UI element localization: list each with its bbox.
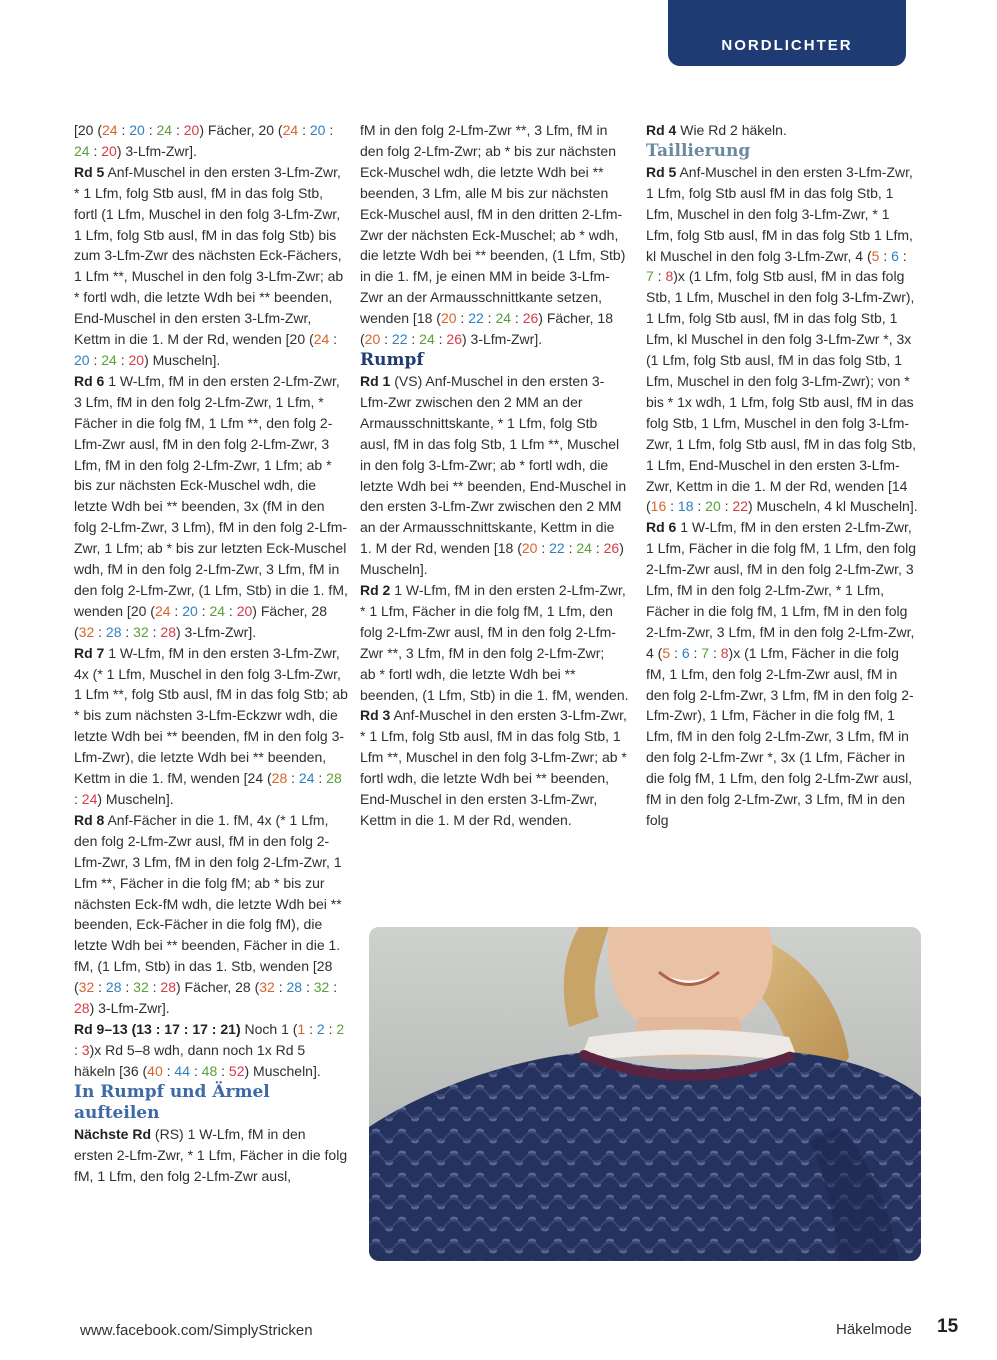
- round-label: Rd 2: [360, 582, 391, 599]
- paragraph: Rd 5 Anf-Muschel in den ersten 3-Lfm-Zwr, * 1 Lfm, folg Stb ausl, fM in das folg Stb, fortl (1 Lfm, Muschel in den folg 3-Lfm-Zwr, 1 Lfm, folg Stb ausl, fM in das folg Stb) bis zum 3-Lfm-Zwr des nächsten Eck-Fächers, 1 Lfm **, Muschel in den folg 3-Lfm-Zwr; ab * fortl wdh, die letzte Wdh bei ** beenden, End-Muschel in den ersten 3-Lfm-Zwr, Kettm in die 1. M der Rd, wenden [20 (24 : 20 : 24 : 20) Muscheln].: [74, 163, 344, 368]
- paragraph: Rd 9–13 (13 : 17 : 17 : 21) Noch 1 (1 : 2 : 2 : 3)x Rd 5–8 wdh, dann noch 1x Rd 5 häkeln [36 (40 : 44 : 48 : 52) Muscheln].: [74, 1020, 345, 1079]
- paragraph: Rd 7 1 W-Lfm, fM in den ersten 3-Lfm-Zwr, 4x (* 1 Lfm, Muschel in den folg 3-Lfm-Zwr, 1 Lfm **, folg Stb ausl, fM in das folg Stb; ab * bis zum nächsten 3-Lfm-Eckzwr wdh, die letzte Wdh bei ** beenden, fM in den folg 3-Lfm-Zwr), die letzte Wdh bei ** beenden, Kettm in die 1. fM, wenden [24 (28 : 24 : 28 : 24) Muscheln].: [74, 644, 348, 807]
- paragraph: fM in den folg 2-Lfm-Zwr **, 3 Lfm, fM in den folg 2-Lfm-Zwr; ab * bis zur nächsten Eck-Muschel wdh, die letzte Wdh bei ** beenden, 3 Lfm, alle M bis zur nächsten Eck-Muschel ausl, fM in den dritten 2-Lfm-Zwr der nächsten Eck-Muschel; ab * wdh, die letzte Wdh bei ** beenden, (1 Lfm, Stb) in die 1. fM, je einen MM in beide 3-Lfm-Zwr an der Armausschnittkante setzen, wenden [18 (20 : 22 : 24 : 26) Fächer, 18 (20 : 22 : 24 : 26) 3-Lfm-Zwr].: [360, 122, 626, 348]
- column-2: [360, 120, 630, 831]
- sweater-photo-illustration: [369, 927, 921, 1261]
- paragraph: Rd 2 1 W-Lfm, fM in den ersten 2-Lfm-Zwr, * 1 Lfm, Fächer in die folg fM, 1 Lfm, den folg 2-Lfm-Zwr ausl, fM in den folg 2-Lfm-Zwr **, 3 Lfm, fM in den folg 2-Lfm-Zwr; ab * fortl wdh, die letzte Wdh bei ** beenden, (1 Lfm, Stb) in die 1. fM, wenden.: [360, 582, 629, 703]
- round-label: Rd 1: [360, 372, 391, 389]
- paragraph: Nächste Rd (RS) 1 W-Lfm, fM in den ersten 2-Lfm-Zwr, * 1 Lfm, Fächer in die folg fM, 1 Lfm, den folg 2-Lfm-Zwr ausl,: [74, 1125, 348, 1184]
- sweater-photo: [369, 927, 921, 1261]
- round-label: Rd 6: [74, 372, 105, 389]
- section-heading: Taillierung: [646, 140, 751, 161]
- paragraph: Rd 6 1 W-Lfm, fM in den ersten 2-Lfm-Zwr, 3 Lfm, fM in den folg 2-Lfm-Zwr, 1 Lfm, * Fächer in die folg fM, 1 Lfm **, den folg 2-Lfm-Zwr ausl, fM in den folg 2-Lfm-Zwr, 3 Lfm, fM in den folg 2-Lfm-Zwr, 1 Lfm; ab * bis zur nächsten Eck-Muschel wdh, die letzte Wdh bei ** beenden, 3x (fM in den folg 2-Lfm-Zwr, 3 Lfm), fM in den folg 2-Lfm-Zwr, 1 Lfm; ab * bis zur letzten Eck-Muschel wdh, fM in den folg 2-Lfm-Zwr, 3 Lfm, fM in den folg 2-Lfm-Zwr, (1 Lfm, Stb) in die 1. fM, wenden [20 (24 : 20 : 24 : 20) Fächer, 28 (32 : 28 : 32 : 28) 3-Lfm-Zwr].: [74, 372, 348, 640]
- paragraph: Rd 6 1 W-Lfm, fM in den ersten 2-Lfm-Zwr, 1 Lfm, Fächer in die folg fM, 1 Lfm, den folg 2-Lfm-Zwr ausl, fM in den folg 2-Lfm-Zwr, 3 Lfm, fM in den folg 2-Lfm-Zwr, * 1 Lfm, Fächer in die folg fM, 1 Lfm, fM in den folg 2-Lfm-Zwr, 3 Lfm, fM in den folg 2-Lfm-Zwr, 4 (5 : 6 : 7 : 8)x (1 Lfm, Fächer in die folg fM, 1 Lfm, den folg 2-Lfm-Zwr ausl, fM in den folg 2-Lfm-Zwr, 3 Lfm, fM in den folg 2-Lfm-Zwr), 1 Lfm, Fächer in die folg fM, 1 Lfm, fM in den folg 2-Lfm-Zwr, 3 Lfm, fM in den folg 2-Lfm-Zwr *, 3x (1 Lfm, Fächer in die folg fM, 1 Lfm, den folg 2-Lfm-Zwr ausl, fM in den folg 2-Lfm-Zwr, 3 Lfm, fM in den folg: [646, 519, 917, 828]
- round-label: Rd 5: [646, 163, 677, 180]
- round-label: Rd 8: [74, 811, 105, 828]
- column-3: [646, 120, 918, 831]
- round-label: Rd 6: [646, 519, 677, 536]
- round-label: Rd 5: [74, 163, 105, 180]
- section-heading: In Rumpf und Ärmel aufteilen: [74, 1081, 270, 1123]
- round-label: Rd 7: [74, 644, 105, 661]
- footer-url: www.facebook.com/SimplyStricken: [80, 1322, 313, 1339]
- section-label: NORDLICHTER: [721, 37, 853, 54]
- round-label: Rd 3: [360, 707, 391, 724]
- paragraph: Rd 4 Wie Rd 2 häkeln.: [646, 122, 787, 138]
- paragraph: [20 (24 : 20 : 24 : 20) Fächer, 20 (24 : 20 : 24 : 20) 3-Lfm-Zwr].: [74, 122, 334, 159]
- round-label: Nächste Rd: [74, 1125, 152, 1142]
- footer-magazine: Häkelmode: [836, 1321, 912, 1338]
- paragraph: Rd 1 (VS) Anf-Muschel in den ersten 3-Lfm-Zwr zwischen den 2 MM an der Armausschnittskante, * 1 Lfm, folg Stb ausl, fM in das folg Stb, 1 Lfm **, Muschel in den folg 3-Lfm-Zwr; ab * fortl wdh, die letzte Wdh bei ** beenden, End-Muschel in den ersten 3-Lfm-Zwr zwischen den 2 MM an der Armausschnittskante, Kettm in die 1. M der Rd, wenden [18 (20 : 22 : 24 : 26) Muscheln].: [360, 372, 627, 578]
- paragraph: Rd 5 Anf-Muschel in den ersten 3-Lfm-Zwr, 1 Lfm, folg Stb ausl fM in das folg Stb, 1 Lfm, Muschel in den folg 3-Lfm-Zwr, * 1 Lfm, folg Stb ausl, fM in das folg Stb 1 Lfm, kl Muschel in den folg 3-Lfm-Zwr, 4 (5 : 6 : 7 : 8)x (1 Lfm, folg Stb ausl, fM in das folg Stb, 1 Lfm, Muschel in den folg 3-Lfm-Zwr), 1 Lfm, folg Stb ausl, fM in das folg Stb, 1 Lfm, kl Muschel in den folg 3-Lfm-Zwr *, 3x (1 Lfm, folg Stb ausl, fM in das folg Stb, 1 Lfm, Muschel in den folg 3-Lfm-Zwr); von * bis * 1x wdh, 1 Lfm, folg Stb ausl, fM in das folg Stb, 1 Lfm, Muschel in den folg 3-Lfm-Zwr, 1 Lfm, folg Stb ausl, fM in das folg Stb, 1 Lfm, End-Muschel in den ersten 3-Lfm-Zwr, Kettm in die 1. M der Rd, wenden [14 (16 : 18 : 20 : 22) Muscheln, 4 kl Muscheln].: [646, 163, 918, 515]
- column-1: [74, 120, 348, 1186]
- paragraph: Rd 8 Anf-Fächer in die 1. fM, 4x (* 1 Lfm, den folg 2-Lfm-Zwr ausl, fM in den folg 2-Lfm-Zwr, 3 Lfm, fM in den folg 2-Lfm-Zwr, 1 Lfm **, Fächer in die folg fM; ab * bis zur nächsten Eck-fM wdh, die letzte Wdh bei ** beenden, Eck-Fächer in die folg fM), die letzte Wdh bei ** beenden, Fächer in die 1. fM, (1 Lfm, Stb) in das 1. Stb, wenden [28 (32 : 28 : 32 : 28) Fächer, 28 (32 : 28 : 32 : 28) 3-Lfm-Zwr].: [74, 811, 342, 1017]
- page-number: 15: [937, 1316, 959, 1337]
- section-heading: Rumpf: [360, 349, 424, 370]
- round-label: Rd 4: [646, 122, 677, 138]
- section-tab: [668, 0, 906, 66]
- paragraph: Rd 3 Anf-Muschel in den ersten 3-Lfm-Zwr, * 1 Lfm, folg Stb ausl, fM in das folg Stb, 1 Lfm **, Muschel in den folg 3-Lfm-Zwr; ab * fortl wdh, die letzte Wdh bei ** beenden, End-Muschel in den ersten 3-Lfm-Zwr, Kettm in die 1. M der Rd, wenden.: [360, 707, 627, 828]
- round-label: Rd 9–13: [74, 1020, 128, 1037]
